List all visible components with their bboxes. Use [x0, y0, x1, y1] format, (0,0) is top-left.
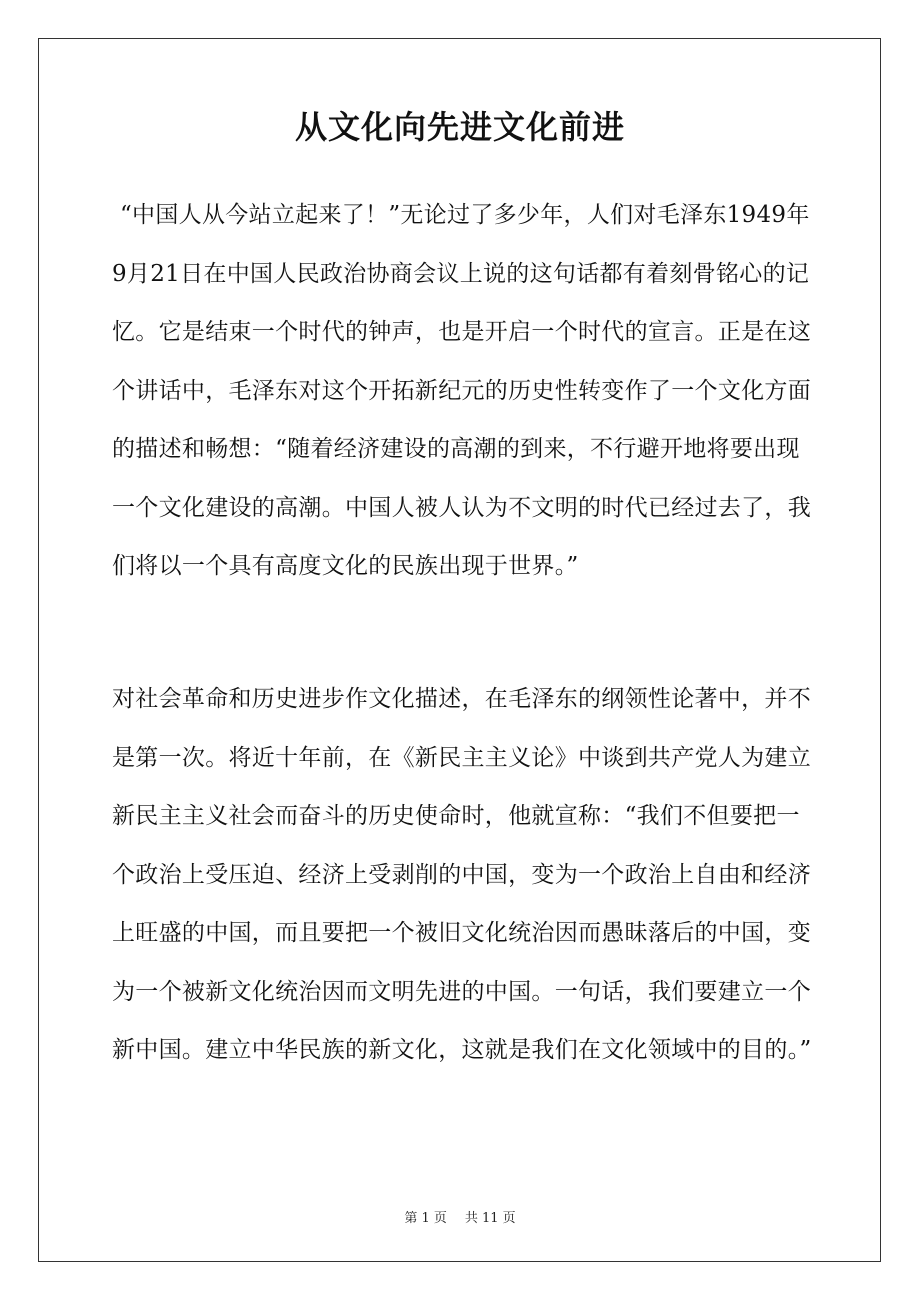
- page-number: 第 1 页: [404, 1211, 447, 1226]
- page-footer: [0, 1207, 920, 1226]
- body-paragraph-1: “中国人从今站立起来了！”无论过了多少年，人们对毛泽东1949年9月21日在中国人民政治协商会议上说的这句话都有着刻骨铭心的记忆。它是结束一个时代的钟声，也是开启一个时代的宣言。正是在这个讲话中，毛泽东对这个开拓新纪元的历史性转变作了一个文化方面的描述和畅想：“随着经济建设的高潮的到来，不行避开地将要出现一个文化建设的高潮。中国人被人认为不文明的时代已经过去了，我们将以一个具有高度文化的民族出现于世界。”: [112, 202, 811, 579]
- document-title: 从文化向先进文化前进: [294, 108, 625, 146]
- body-paragraph-2: 对社会革命和历史进步作文化描述，在毛泽东的纲领性论著中，并不是第一次。将近十年前，在《新民主主义论》中谈到共产党人为建立新民主主义社会而奋斗的历史使命时，他就宣称：“我们不但要把一个政治上受压迫、经济上受剥削的中国，变为一个政治上自由和经济上旺盛的中国，而且要把一个被旧文化统治因而愚昧落后的中国，变为一个被新文化统治因而文明先进的中国。一句话，我们要建立一个新中国。建立中华民族的新文化，这就是我们在文化领域中的目的。”: [112, 686, 812, 1063]
- page-total: 共 11 页: [464, 1211, 516, 1226]
